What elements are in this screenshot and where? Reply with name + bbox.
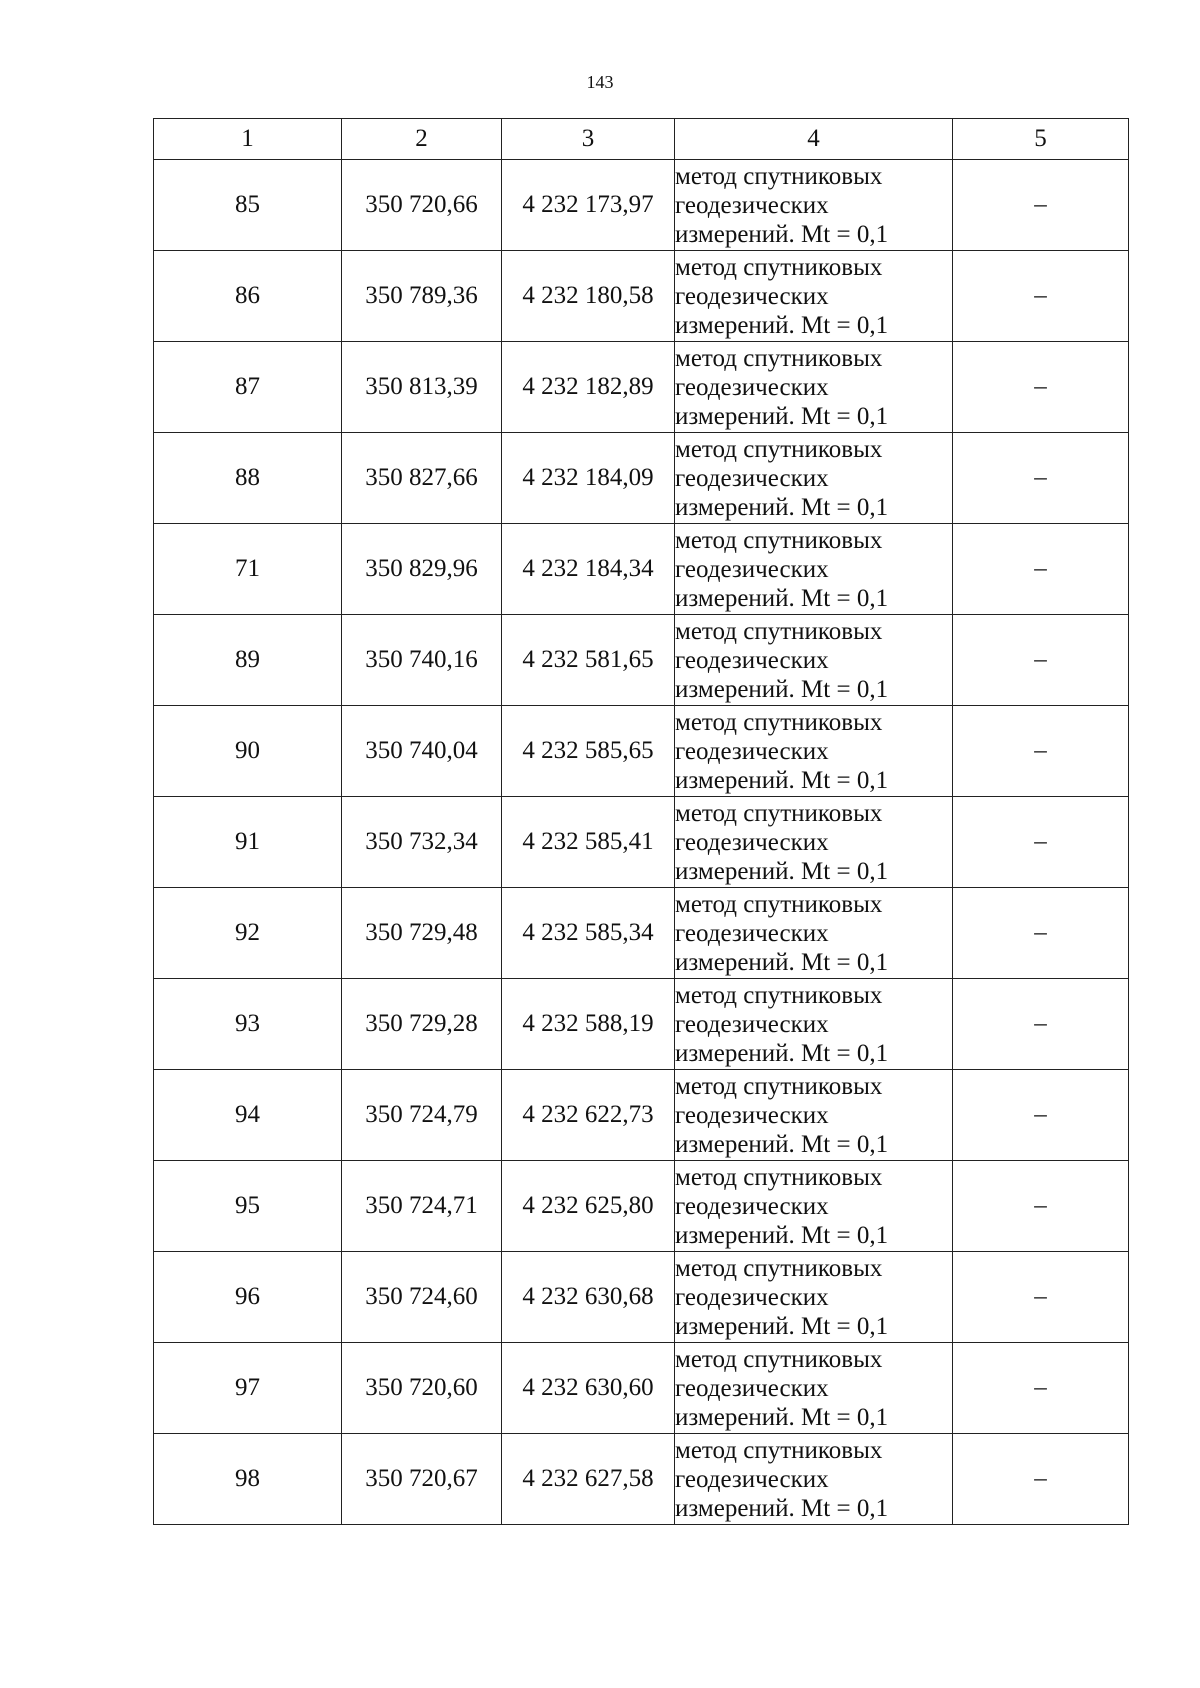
y-coordinate-cell: 4 232 585,65	[502, 706, 675, 797]
method-line: измерений. Mt = 0,1	[675, 1403, 889, 1431]
method-line: геодезических	[675, 282, 829, 310]
point-number-cell: 86	[154, 251, 342, 342]
table-row	[154, 251, 1129, 342]
point-number-cell: 93	[154, 979, 342, 1070]
note-cell: –	[953, 160, 1129, 251]
note-cell: –	[953, 524, 1129, 615]
method-line: геодезических	[675, 1192, 829, 1220]
method-line: измерений. Mt = 0,1	[675, 766, 889, 794]
method-line: измерений. Mt = 0,1	[675, 584, 889, 612]
method-line: измерений. Mt = 0,1	[675, 1494, 889, 1522]
point-number-cell: 88	[154, 433, 342, 524]
note-cell: –	[953, 1434, 1129, 1525]
y-coordinate-cell: 4 232 588,19	[502, 979, 675, 1070]
note-cell: –	[953, 1161, 1129, 1252]
x-coordinate-cell: 350 740,04	[342, 706, 502, 797]
method-line: геодезических	[675, 1465, 829, 1493]
method-line: геодезических	[675, 555, 829, 583]
method-line: метод спутниковых	[675, 1345, 883, 1373]
method-line: измерений. Mt = 0,1	[675, 1221, 889, 1249]
method-cell	[675, 524, 953, 615]
x-coordinate-cell: 350 827,66	[342, 433, 502, 524]
y-coordinate-cell: 4 232 182,89	[502, 342, 675, 433]
x-coordinate-cell: 350 813,39	[342, 342, 502, 433]
method-cell	[675, 615, 953, 706]
table-row	[154, 797, 1129, 888]
x-coordinate-cell: 350 720,60	[342, 1343, 502, 1434]
method-line: геодезических	[675, 1101, 829, 1129]
y-coordinate-cell: 4 232 630,60	[502, 1343, 675, 1434]
method-line: геодезических	[675, 1010, 829, 1038]
method-line: геодезических	[675, 373, 829, 401]
y-coordinate-cell: 4 232 585,41	[502, 797, 675, 888]
x-coordinate-cell: 350 724,60	[342, 1252, 502, 1343]
note-cell: –	[953, 1070, 1129, 1161]
note-cell: –	[953, 979, 1129, 1070]
header-col-4: 4	[675, 119, 953, 160]
point-number-cell: 87	[154, 342, 342, 433]
y-coordinate-cell: 4 232 627,58	[502, 1434, 675, 1525]
note-cell: –	[953, 797, 1129, 888]
method-line: геодезических	[675, 737, 829, 765]
y-coordinate-cell: 4 232 622,73	[502, 1070, 675, 1161]
note-cell: –	[953, 706, 1129, 797]
table-row	[154, 888, 1129, 979]
table-row	[154, 615, 1129, 706]
point-number-cell: 71	[154, 524, 342, 615]
x-coordinate-cell: 350 724,71	[342, 1161, 502, 1252]
y-coordinate-cell: 4 232 585,34	[502, 888, 675, 979]
table-row	[154, 342, 1129, 433]
method-cell	[675, 706, 953, 797]
table-row	[154, 160, 1129, 251]
method-cell	[675, 797, 953, 888]
x-coordinate-cell: 350 829,96	[342, 524, 502, 615]
table-row	[154, 524, 1129, 615]
method-cell	[675, 1434, 953, 1525]
x-coordinate-cell: 350 729,48	[342, 888, 502, 979]
note-cell: –	[953, 888, 1129, 979]
method-cell	[675, 1161, 953, 1252]
method-line: метод спутниковых	[675, 435, 883, 463]
point-number-cell: 85	[154, 160, 342, 251]
method-cell	[675, 979, 953, 1070]
method-line: измерений. Mt = 0,1	[675, 857, 889, 885]
y-coordinate-cell: 4 232 173,97	[502, 160, 675, 251]
x-coordinate-cell: 350 729,28	[342, 979, 502, 1070]
x-coordinate-cell: 350 740,16	[342, 615, 502, 706]
method-line: метод спутниковых	[675, 344, 883, 372]
table-row	[154, 1070, 1129, 1161]
method-line: метод спутниковых	[675, 162, 883, 190]
method-line: метод спутниковых	[675, 1254, 883, 1282]
table-body	[154, 160, 1129, 1525]
method-line: геодезических	[675, 919, 829, 947]
point-number-cell: 91	[154, 797, 342, 888]
y-coordinate-cell: 4 232 184,34	[502, 524, 675, 615]
method-cell	[675, 1252, 953, 1343]
method-line: геодезических	[675, 1374, 829, 1402]
method-cell	[675, 1343, 953, 1434]
header-col-1: 1	[154, 119, 342, 160]
method-line: метод спутниковых	[675, 617, 883, 645]
method-line: измерений. Mt = 0,1	[675, 311, 889, 339]
y-coordinate-cell: 4 232 625,80	[502, 1161, 675, 1252]
x-coordinate-cell: 350 720,67	[342, 1434, 502, 1525]
note-cell: –	[953, 251, 1129, 342]
method-line: измерений. Mt = 0,1	[675, 220, 889, 248]
x-coordinate-cell: 350 720,66	[342, 160, 502, 251]
coordinates-table	[153, 118, 1129, 1525]
y-coordinate-cell: 4 232 581,65	[502, 615, 675, 706]
note-cell: –	[953, 433, 1129, 524]
x-coordinate-cell: 350 724,79	[342, 1070, 502, 1161]
point-number-cell: 97	[154, 1343, 342, 1434]
header-col-5: 5	[953, 119, 1129, 160]
table-row	[154, 1343, 1129, 1434]
note-cell: –	[953, 1252, 1129, 1343]
method-line: измерений. Mt = 0,1	[675, 402, 889, 430]
method-cell	[675, 160, 953, 251]
table-row	[154, 706, 1129, 797]
method-cell	[675, 251, 953, 342]
note-cell: –	[953, 342, 1129, 433]
method-line: измерений. Mt = 0,1	[675, 1039, 889, 1067]
page-number: 143	[586, 72, 614, 92]
method-line: геодезических	[675, 464, 829, 492]
note-cell: –	[953, 615, 1129, 706]
method-line: метод спутниковых	[675, 1163, 883, 1191]
method-line: измерений. Mt = 0,1	[675, 1312, 889, 1340]
point-number-cell: 95	[154, 1161, 342, 1252]
note-cell: –	[953, 1343, 1129, 1434]
y-coordinate-cell: 4 232 184,09	[502, 433, 675, 524]
method-line: метод спутниковых	[675, 1072, 883, 1100]
method-line: измерений. Mt = 0,1	[675, 948, 889, 976]
x-coordinate-cell: 350 732,34	[342, 797, 502, 888]
method-line: геодезических	[675, 646, 829, 674]
method-line: метод спутниковых	[675, 981, 883, 1009]
header-col-3: 3	[502, 119, 675, 160]
method-line: метод спутниковых	[675, 526, 883, 554]
method-line: измерений. Mt = 0,1	[675, 675, 889, 703]
table-row	[154, 979, 1129, 1070]
table-row	[154, 1161, 1129, 1252]
table-row	[154, 1252, 1129, 1343]
method-line: геодезических	[675, 191, 829, 219]
method-line: геодезических	[675, 1283, 829, 1311]
method-cell	[675, 342, 953, 433]
table-row	[154, 433, 1129, 524]
method-line: метод спутниковых	[675, 890, 883, 918]
method-line: измерений. Mt = 0,1	[675, 1130, 889, 1158]
method-cell	[675, 1070, 953, 1161]
method-cell	[675, 433, 953, 524]
point-number-cell: 96	[154, 1252, 342, 1343]
header-col-2: 2	[342, 119, 502, 160]
method-line: измерений. Mt = 0,1	[675, 493, 889, 521]
point-number-cell: 92	[154, 888, 342, 979]
method-line: метод спутниковых	[675, 1436, 883, 1464]
method-line: метод спутниковых	[675, 253, 883, 281]
table-row	[154, 1434, 1129, 1525]
x-coordinate-cell: 350 789,36	[342, 251, 502, 342]
method-line: метод спутниковых	[675, 708, 883, 736]
y-coordinate-cell: 4 232 180,58	[502, 251, 675, 342]
method-cell	[675, 888, 953, 979]
method-line: геодезических	[675, 828, 829, 856]
table-header-row	[154, 119, 1129, 160]
point-number-cell: 98	[154, 1434, 342, 1525]
method-line: метод спутниковых	[675, 799, 883, 827]
point-number-cell: 89	[154, 615, 342, 706]
point-number-cell: 94	[154, 1070, 342, 1161]
y-coordinate-cell: 4 232 630,68	[502, 1252, 675, 1343]
point-number-cell: 90	[154, 706, 342, 797]
